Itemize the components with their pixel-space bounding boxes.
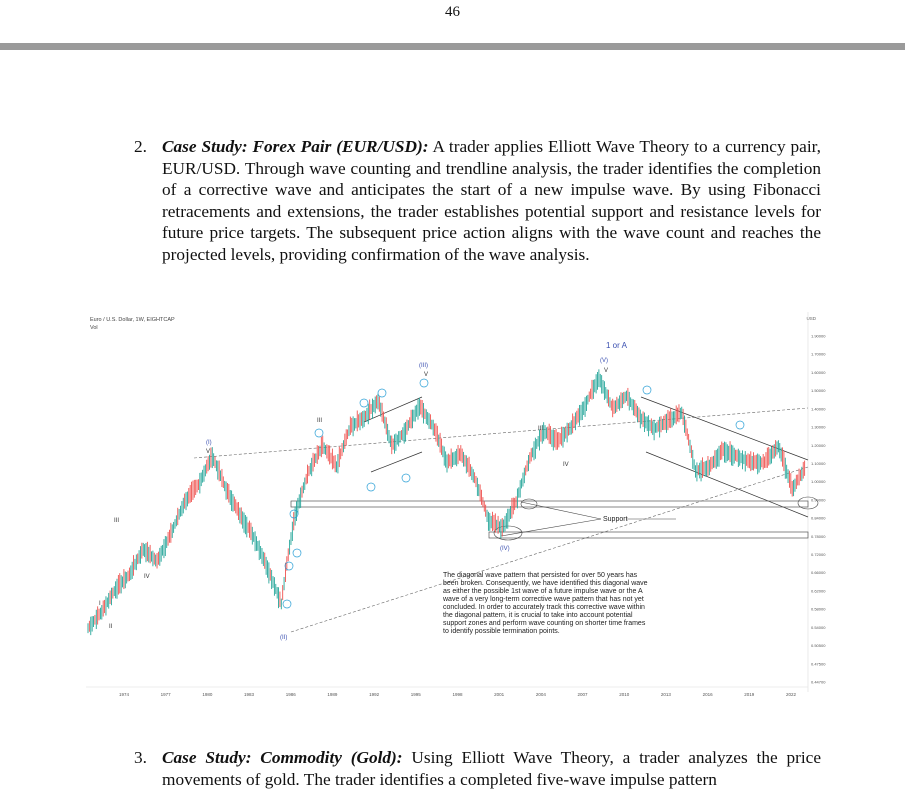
x-tick-label: 1980 bbox=[202, 692, 213, 697]
chart-header-sub: Vol bbox=[90, 325, 98, 331]
annotation-line: wave of a very long-term corrective wave pattern that has not yet bbox=[443, 596, 644, 603]
wave-label-iv-paren: (IV) bbox=[500, 546, 510, 552]
y-tick-label: 0.84000 bbox=[811, 515, 826, 521]
item-text: Using Elliott Wave Theory, a trader analyzes the price movements of gold. The trader identifies a completed five-wave impulse pattern bbox=[162, 748, 821, 789]
x-tick-label: 2004 bbox=[535, 692, 546, 697]
x-tick-label: 2013 bbox=[660, 692, 671, 697]
y-tick-label: 1.00000 bbox=[811, 479, 826, 485]
item-lead: Case Study: Forex Pair (EUR/USD): bbox=[162, 137, 429, 156]
y-tick-label: 1.50000 bbox=[811, 388, 826, 394]
item-lead: Case Study: Commodity (Gold): bbox=[162, 748, 403, 767]
axis-unit: USD bbox=[806, 316, 816, 321]
annotation-line: The diagonal wave pattern that persisted for over 50 years has bbox=[443, 572, 638, 579]
y-tick-label: 0.90000 bbox=[811, 497, 826, 503]
y-tick-label: 0.54000 bbox=[811, 624, 826, 630]
wave-label-ii: II bbox=[109, 624, 113, 630]
item-number: 2. bbox=[134, 137, 147, 156]
wave-label-iii-mid: III bbox=[317, 418, 323, 424]
wave-label-ii-paren: (II) bbox=[280, 635, 288, 641]
item-body bbox=[162, 136, 821, 265]
y-tick-label: 1.70000 bbox=[811, 351, 826, 357]
y-tick-label: 1.40000 bbox=[811, 406, 826, 412]
y-tick-label: 0.47500 bbox=[811, 661, 826, 667]
wave-label-v-i: V bbox=[206, 449, 211, 455]
x-tick-label: 2001 bbox=[494, 692, 505, 697]
y-tick-label: 1.90000 bbox=[811, 333, 826, 339]
x-tick-label: 2022 bbox=[785, 692, 797, 697]
header-rule bbox=[0, 43, 905, 50]
y-tick-label: 0.72000 bbox=[811, 552, 826, 558]
x-tick-label: 1989 bbox=[327, 692, 338, 697]
annotation-line: been broken. Consequently, we have identified this diagonal wave bbox=[443, 580, 648, 587]
annotation-line: as either the possible 1st wave of a future impulse wave or the A bbox=[443, 588, 643, 595]
x-tick-label: 2016 bbox=[702, 692, 713, 697]
x-tick-label: 2010 bbox=[619, 692, 630, 697]
y-tick-label: 0.50500 bbox=[811, 643, 826, 649]
y-tick-label: 0.62000 bbox=[811, 588, 826, 594]
wave-label-v-iii: V bbox=[424, 372, 429, 378]
wave-label-v-paren: (V) bbox=[600, 358, 608, 364]
y-tick-label: 0.58000 bbox=[811, 606, 826, 612]
page-number: 46 bbox=[445, 4, 460, 20]
annotation-text bbox=[442, 572, 648, 635]
y-tick-label: 0.78000 bbox=[811, 533, 826, 539]
wave-label-1-or-a: 1 or A bbox=[606, 341, 627, 350]
x-tick-label: 1992 bbox=[369, 692, 380, 697]
wave-label-i-paren: (I) bbox=[206, 440, 212, 446]
wave-label-iii: III bbox=[114, 518, 120, 524]
wave-label-v-top: V bbox=[604, 368, 609, 374]
wave-label-iii-2006: III bbox=[538, 426, 544, 432]
case-study-forex bbox=[134, 136, 821, 265]
chart-header: Euro / U.S. Dollar, 1W, EIGHTCAP bbox=[90, 317, 175, 323]
annotation-line: support zones and perform wave counting on shorter time frames bbox=[443, 620, 646, 627]
y-tick-label: 1.60000 bbox=[811, 369, 826, 375]
x-tick-label: 1977 bbox=[160, 692, 171, 697]
x-tick-label: 1983 bbox=[244, 692, 255, 697]
x-tick-label: 1974 bbox=[118, 692, 130, 697]
annotation-line: to identify possible termination points. bbox=[443, 628, 560, 635]
x-tick-label: 2007 bbox=[577, 692, 588, 697]
wave-label-iii-paren: (III) bbox=[419, 363, 428, 369]
case-study-gold bbox=[134, 747, 821, 790]
wave-label-i: I bbox=[99, 601, 101, 607]
chart-background bbox=[86, 312, 820, 705]
x-tick-label: 1995 bbox=[410, 692, 421, 697]
wave-label-iv: IV bbox=[144, 574, 150, 580]
support-label: Support bbox=[603, 516, 628, 523]
y-tick-label: 1.30000 bbox=[811, 424, 826, 430]
y-tick-label: 1.20000 bbox=[811, 442, 826, 448]
y-tick-label: 1.10000 bbox=[811, 460, 826, 466]
item-text: A trader applies Elliott Wave Theory to a currency pair, EUR/USD. Through wave counting and trendline analysis, the trader identifies the completion of a corrective wave and anticipates the start of a new impulse wave. By using Fibonacci retracements and extensions, the trader establishes potential support and resistance levels for future price targets. The subsequent price action aligns with the wave count and reaches the projected levels, providing confirmation of the wave analysis. bbox=[162, 137, 822, 264]
item-number: 3. bbox=[134, 748, 147, 767]
item-body bbox=[162, 747, 821, 790]
y-tick-label: 0.66000 bbox=[811, 570, 826, 576]
x-tick-label: 1998 bbox=[452, 692, 463, 697]
chart-svg bbox=[86, 312, 826, 705]
y-tick-label: 0.44700 bbox=[811, 679, 826, 685]
wave-label-iv-2005: IV bbox=[563, 462, 569, 468]
eurusd-chart bbox=[86, 312, 826, 705]
x-tick-label: 1986 bbox=[285, 692, 296, 697]
annotation-line: concluded. In order to accurately track this corrective wave within bbox=[443, 604, 645, 611]
annotation-line: the diagonal pattern, it is crucial to take into account potential bbox=[443, 612, 633, 619]
x-tick-label: 2019 bbox=[744, 692, 755, 697]
